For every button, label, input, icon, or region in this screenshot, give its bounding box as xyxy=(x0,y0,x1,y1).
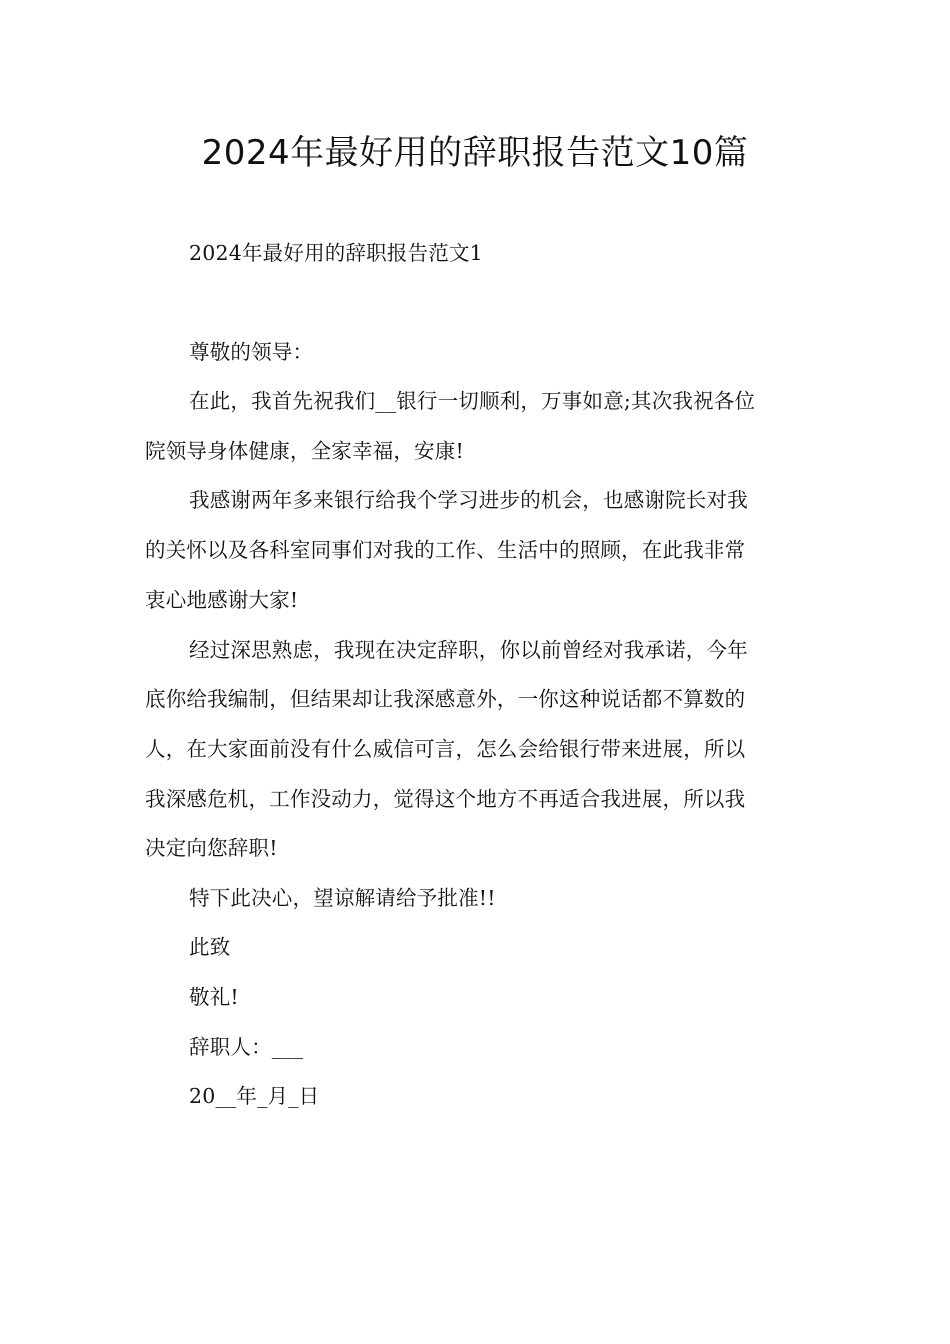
paragraph-2-line-1: 我感谢两年多来银行给我个学习进步的机会，也感谢院长对我 xyxy=(189,488,748,512)
request-line: 特下此决心，望谅解请给予批准!! xyxy=(189,886,496,910)
signature-line: 辞职人：___ xyxy=(189,1035,304,1059)
paragraph-3-line-4: 我深感危机，工作没动力，觉得这个地方不再适合我进展，所以我 xyxy=(145,787,746,811)
paragraph-3-line-5: 决定向您辞职! xyxy=(145,836,278,860)
closing-line-1: 此致 xyxy=(189,935,231,959)
closing-line-2: 敬礼! xyxy=(189,985,239,1009)
document-title: 2024年最好用的辞职报告范文10篇 xyxy=(201,133,749,173)
date-line: 20__年_月_日 xyxy=(189,1084,320,1108)
document-subtitle: 2024年最好用的辞职报告范文1 xyxy=(189,241,483,265)
paragraph-1-line-2: 院领导身体健康，全家幸福，安康! xyxy=(145,439,464,463)
paragraph-3-line-2: 底你给我编制，但结果却让我深感意外，一你这种说话都不算数的 xyxy=(145,687,746,711)
salutation: 尊敬的领导： xyxy=(189,340,314,364)
paragraph-1-line-1: 在此，我首先祝我们__银行一切顺利，万事如意;其次我祝各位 xyxy=(189,389,756,413)
paragraph-2-line-2: 的关怀以及各科室同事们对我的工作、生活中的照顾，在此我非常 xyxy=(145,538,746,562)
paragraph-3-line-1: 经过深思熟虑，我现在决定辞职，你以前曾经对我承诺，今年 xyxy=(189,638,748,662)
paragraph-3-line-3: 人，在大家面前没有什么威信可言，怎么会给银行带来进展，所以 xyxy=(145,737,746,761)
paragraph-2-line-3: 衷心地感谢大家! xyxy=(145,588,299,612)
